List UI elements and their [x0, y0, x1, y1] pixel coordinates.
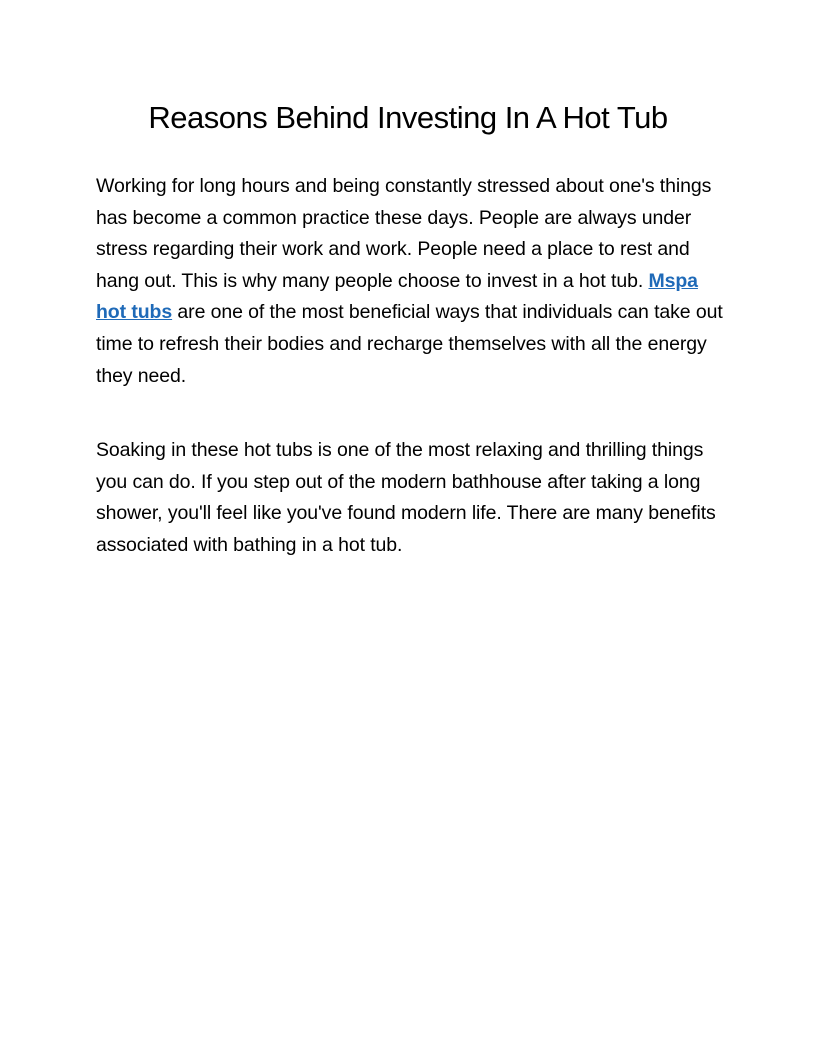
- mspa-hot-tubs-link[interactable]: Mspa hot tubs: [96, 269, 698, 324]
- paragraph-1-text-after-link: are one of the most beneficial ways that individuals can take out time to refresh their bodies and recharge themselves with all the energy they need.: [96, 301, 723, 387]
- paragraph-2: Soaking in these hot tubs is one of the most relaxing and thrilling things you can do. If you step out of the modern bathhouse after taking a long shower, you'll feel like you've found modern life. There are many benefits associated with bathing in a hot tub.: [96, 439, 716, 556]
- paragraph-1: [96, 171, 728, 392]
- paragraph-1-text-before-link: Working for long hours and being constantly stressed about one's things has become a common practice these days. People are always under stress regarding their work and work. People need a place to rest and hang out. This is why many people choose to invest in a hot tub.: [96, 175, 712, 292]
- document-title: Reasons Behind Investing In A Hot Tub: [148, 100, 668, 135]
